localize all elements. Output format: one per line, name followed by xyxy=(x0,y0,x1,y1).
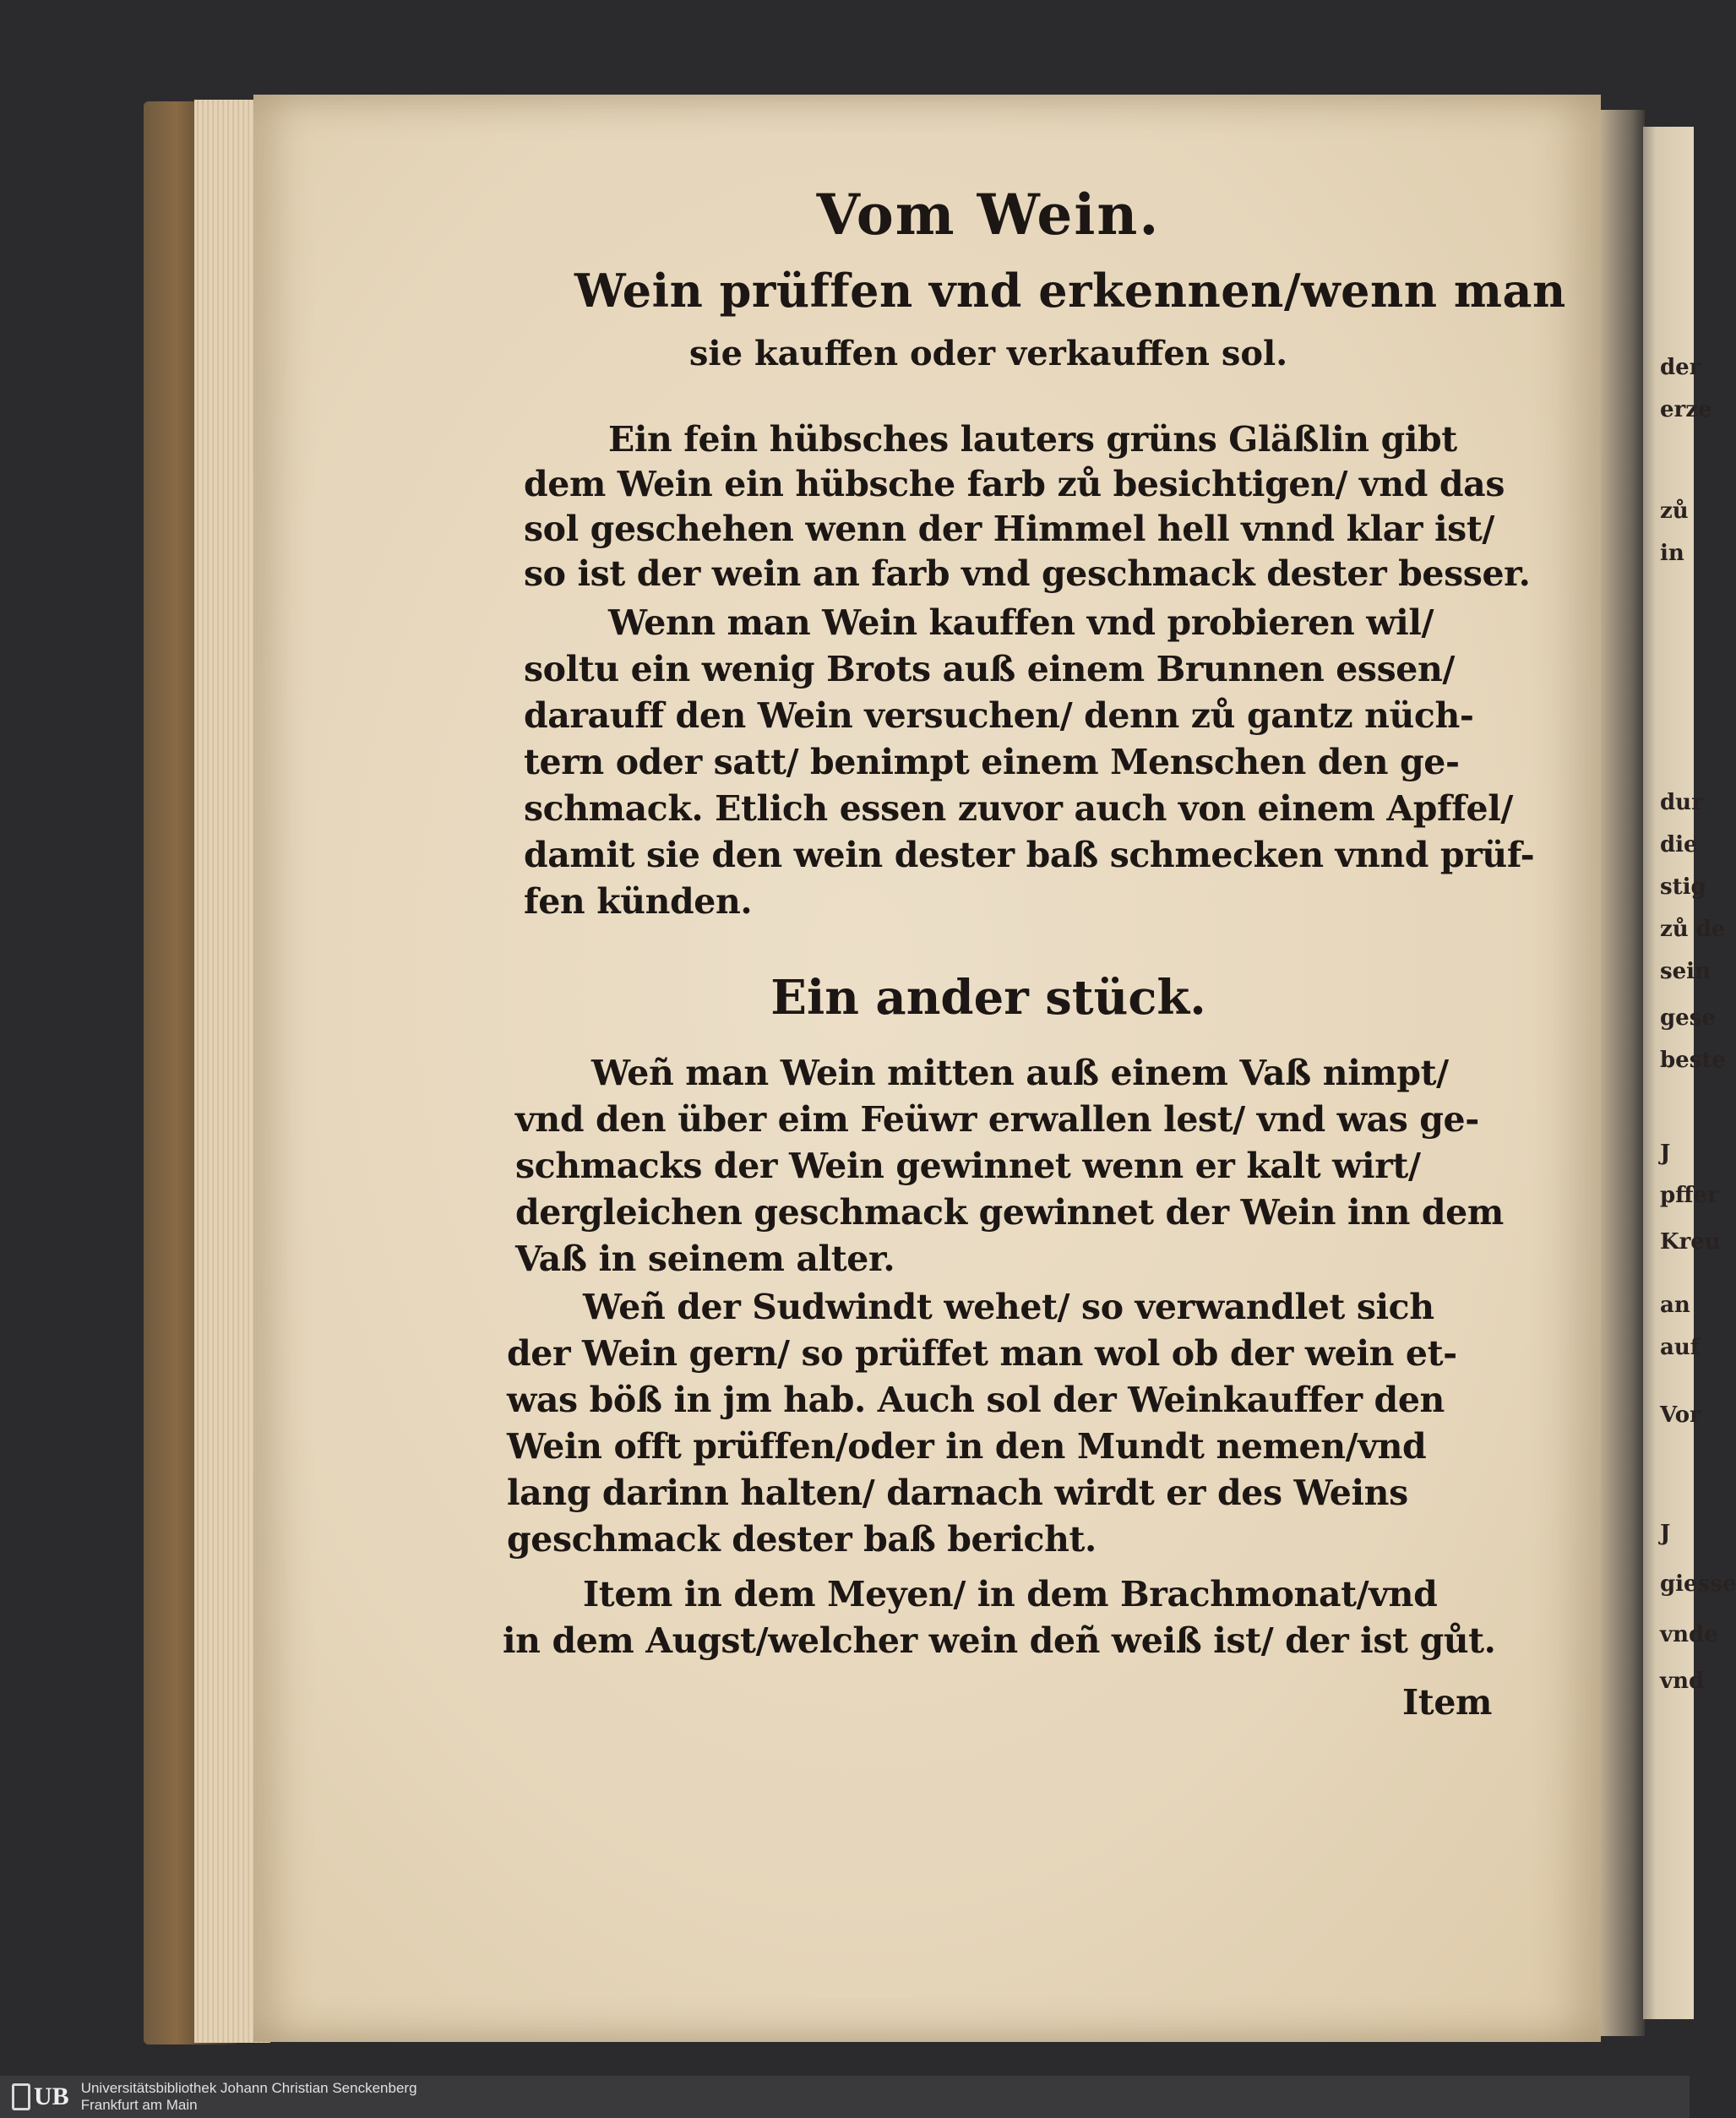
text-line: dem Wein ein hübsche farb zů besichtigen/ vnd das xyxy=(524,464,1505,504)
institution-credit xyxy=(81,2080,417,2114)
facing-fragment: erze xyxy=(1660,397,1712,422)
ub-logo[interactable] xyxy=(12,2081,69,2113)
facing-fragment: J xyxy=(1660,1141,1671,1166)
facing-fragment: Vor xyxy=(1660,1402,1701,1428)
text-line: schmacks der Wein gewinnet wenn er kalt wirt/ xyxy=(515,1146,1421,1186)
text-line: soltu ein wenig Brots auß einem Brunnen essen/ xyxy=(524,649,1455,689)
facing-fragment: gese xyxy=(1660,1005,1716,1031)
text-line: lang darinn halten/ darnach wirdt er des Weins xyxy=(507,1473,1408,1513)
text-line: sol geschehen wenn der Himmel hell vnnd klar ist/ xyxy=(524,509,1494,549)
text-line: tern oder satt/ benimpt einem Menschen den ge- xyxy=(524,742,1460,782)
facing-fragment: die xyxy=(1660,832,1698,858)
text-line: dergleichen geschmack gewinnet der Wein inn dem xyxy=(515,1192,1504,1233)
facing-fragment: dur xyxy=(1660,790,1703,815)
text-line: in dem Augst/welcher wein deñ weiß ist/ der ist gůt. xyxy=(503,1620,1496,1661)
facing-fragment: auf xyxy=(1660,1335,1700,1360)
chapter-heading-line-1: Wein prüffen vnd erkennen/wenn man xyxy=(574,264,1566,318)
catchword: Item xyxy=(1402,1682,1492,1723)
page-title: Vom Wein. xyxy=(816,182,1161,248)
section-heading: Ein ander stück. xyxy=(770,970,1206,1026)
text-line: geschmack dester baß bericht. xyxy=(507,1519,1097,1560)
text-line: Vaß in seinem alter. xyxy=(515,1239,895,1279)
text-line: der Wein gern/ so prüffet man wol ob der wein et- xyxy=(507,1333,1457,1374)
facing-fragment: stig xyxy=(1660,874,1706,900)
facing-fragment: zů de xyxy=(1660,917,1726,942)
library-logo-icon xyxy=(12,2083,30,2110)
logo-text: UB xyxy=(34,2083,69,2110)
text-line: vnd den über eim Feüwr erwallen lest/ vnd was ge- xyxy=(515,1099,1479,1140)
institution-location: Frankfurt am Main xyxy=(80,2097,198,2113)
text-line: Ein fein hübsches lauters grüns Gläßlin gibt xyxy=(608,419,1457,460)
text-line: Wein offt prüffen/oder in den Mundt nemen/vnd xyxy=(507,1426,1427,1467)
text-line: fen künden. xyxy=(524,881,753,922)
text-line: so ist der wein an farb vnd geschmack dester besser. xyxy=(524,553,1531,594)
gutter-shadow xyxy=(1601,110,1645,2036)
facing-fragment: giesse xyxy=(1660,1571,1736,1597)
facing-fragment: in xyxy=(1660,541,1684,566)
facing-fragment: der xyxy=(1660,355,1701,380)
facing-fragment: vnde xyxy=(1660,1622,1718,1647)
text-line: schmack. Etlich essen zuvor auch von einem Apffel/ xyxy=(524,788,1513,829)
facing-fragment: sein xyxy=(1660,959,1711,984)
chapter-heading-line-2: sie kauffen oder verkauffen sol. xyxy=(688,334,1288,373)
facing-fragment: an xyxy=(1660,1293,1690,1318)
text-line: darauff den Wein versuchen/ denn zů gantz nüch- xyxy=(524,695,1474,736)
facing-fragment: pffer xyxy=(1660,1183,1719,1208)
facing-fragment: beste xyxy=(1660,1048,1726,1073)
text-line: Item in dem Meyen/ in dem Brachmonat/vnd xyxy=(583,1574,1438,1614)
facing-fragment: J xyxy=(1660,1521,1671,1546)
text-line: damit sie den wein dester baß schmecken vnnd prüf- xyxy=(524,835,1535,875)
institution-name: Universitätsbibliothek Johann Christian Senckenberg xyxy=(80,2080,417,2096)
text-line: was böß in jm hab. Auch sol der Weinkauffer den xyxy=(507,1380,1445,1420)
facing-fragment: zů xyxy=(1660,498,1689,524)
facing-fragment: Kreu xyxy=(1660,1229,1721,1255)
text-line: Weñ der Sudwindt wehet/ so verwandlet sich xyxy=(583,1287,1434,1327)
text-line: Wenn man Wein kauffen vnd probieren wil/ xyxy=(608,602,1434,643)
footer-bar xyxy=(0,2076,1690,2118)
facing-fragment: vnd xyxy=(1660,1669,1705,1694)
text-line: Weñ man Wein mitten auß einem Vaß nimpt/ xyxy=(591,1053,1449,1093)
